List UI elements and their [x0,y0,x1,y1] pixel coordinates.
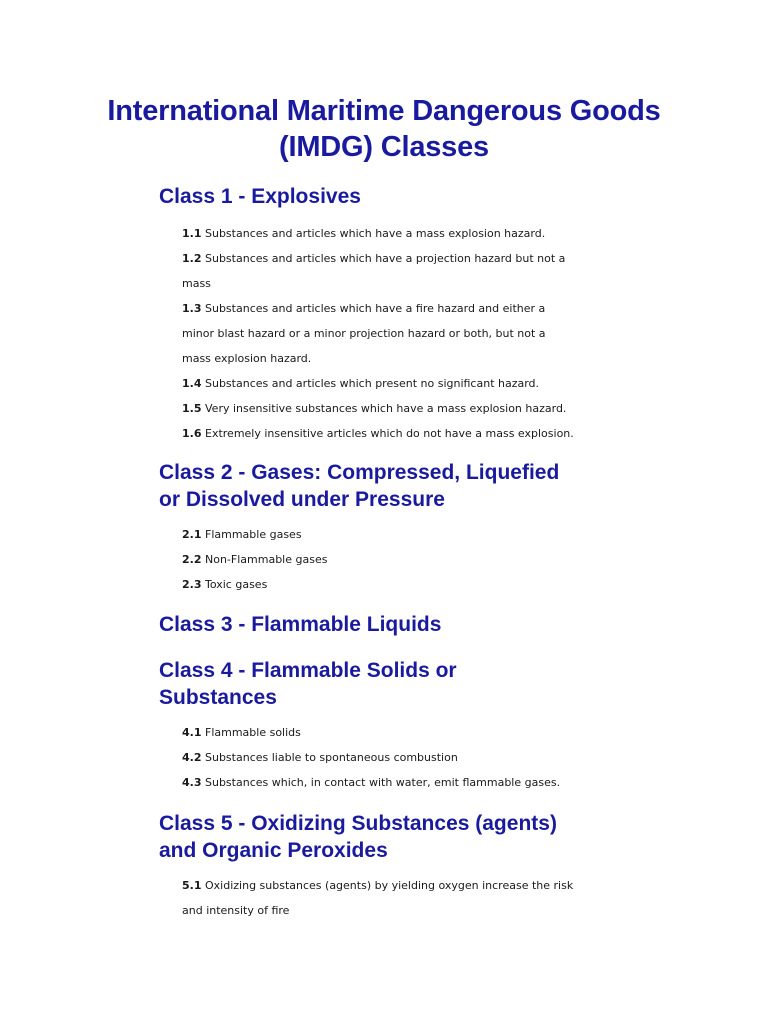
item-text: Extremely insensitive articles which do not have a mass explosion. [205,427,574,440]
class-5-heading-line-2: and Organic Peroxides [159,839,388,862]
page-title-line-1: International Maritime Dangerous Goods [107,95,661,127]
page-title-line-2: (IMDG) Classes [279,131,489,163]
item-text: Substances and articles which have a projection hazard but not a mass [182,252,566,290]
class-4-heading [159,657,457,711]
item-number: 4.3 [182,776,202,789]
item-number: 4.2 [182,751,202,764]
class-2-item-2-1 [182,522,602,547]
class-1-item-1-3 [182,296,577,371]
item-text: Very insensitive substances which have a mass explosion hazard. [205,402,567,415]
page-title [60,93,708,165]
class-1-item-1-1 [182,221,602,246]
class-1-item-1-6 [182,421,622,446]
item-number: 1.6 [182,427,202,440]
class-1-item-1-2 [182,246,567,296]
class-2-item-2-2 [182,547,602,572]
class-4-item-4-3 [182,770,602,795]
class-4-heading-line-2: Substances [159,686,277,709]
class-4-heading-line-1: Class 4 - Flammable Solids or [159,659,457,682]
item-text: Substances liable to spontaneous combustion [205,751,458,764]
item-text: Toxic gases [205,578,268,591]
item-number: 1.4 [182,377,202,390]
item-text: Non-Flammable gases [205,553,328,566]
item-text: Flammable solids [205,726,301,739]
item-text: Oxidizing substances (agents) by yielding oxygen increase the risk and intensity of fire [182,879,574,917]
item-number: 1.2 [182,252,202,265]
class-3-heading: Class 3 - Flammable Liquids [159,613,442,636]
item-number: 5.1 [182,879,202,892]
item-number: 4.1 [182,726,202,739]
item-number: 1.1 [182,227,202,240]
item-number: 1.3 [182,302,202,315]
class-2-heading-line-2: or Dissolved under Pressure [159,488,445,511]
class-2-item-2-3 [182,572,602,597]
class-5-item-5-1 [182,873,597,923]
class-1-heading: Class 1 - Explosives [159,185,361,208]
item-number: 1.5 [182,402,202,415]
item-text: Flammable gases [205,528,302,541]
item-number: 2.2 [182,553,202,566]
item-text: Substances and articles which present no significant hazard. [205,377,540,390]
class-5-heading-line-1: Class 5 - Oxidizing Substances (agents) [159,812,557,835]
item-text: Substances and articles which have a fire hazard and either a minor blast hazard or a minor projection hazard or both, but not a mass explosion hazard. [182,302,546,365]
class-1-item-1-4 [182,371,602,396]
item-text: Substances and articles which have a mass explosion hazard. [205,227,546,240]
class-2-heading [159,459,559,513]
class-1-item-1-5 [182,396,602,421]
class-5-heading [159,810,557,864]
item-text: Substances which, in contact with water, emit flammable gases. [205,776,561,789]
class-4-item-4-2 [182,745,602,770]
item-number: 2.1 [182,528,202,541]
class-4-item-4-1 [182,720,602,745]
class-2-heading-line-1: Class 2 - Gases: Compressed, Liquefied [159,461,560,484]
item-number: 2.3 [182,578,202,591]
